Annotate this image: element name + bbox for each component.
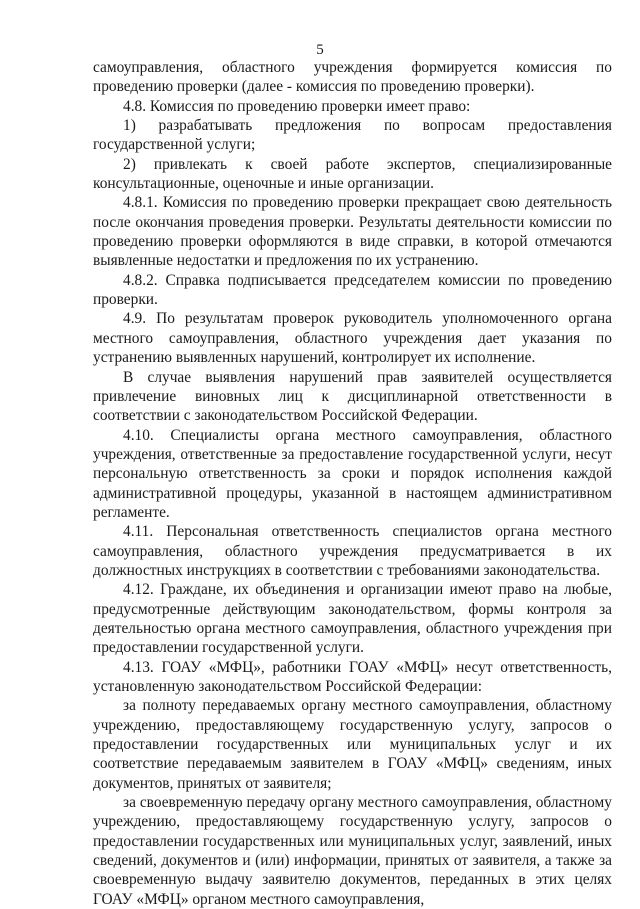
paragraph-4-11: 4.11. Персональная ответственность специалистов органа местного самоуправления, областного учреждения предусматривается в их должностных инструкциях в соответствии с требованиями законодательства.: [93, 523, 612, 579]
paragraph-continuation: самоуправления, областного учреждения формируется комиссия по проведению проверки (далее - комиссия по проведению проверки).: [93, 59, 612, 96]
paragraph-4-10: 4.10. Специалисты органа местного самоуправления, областного учреждения, ответственные за предоставление государственной услуги, несут персональную ответственность за сроки и порядок исполнения каждой административной процедуры, указанной в настоящем административном регламенте.: [93, 426, 612, 521]
paragraph-4-13: 4.13. ГОАУ «МФЦ», работники ГОАУ «МФЦ» несут ответственность, установленную законодательством Российской Федерации:: [93, 658, 612, 695]
paragraph-4-8-item-1: 1) разрабатывать предложения по вопросам предоставления государственной услуги;: [93, 117, 612, 154]
paragraph-4-12: 4.12. Граждане, их объединения и организации имеют право на любые, предусмотренные действующим законодательством, формы контроля за деятельностью органа местного самоуправления, областного учреждения при предоставлении государственной услуги.: [93, 581, 612, 657]
paragraph-4-8-item-2: 2) привлекать к своей работе экспертов, специализированные консультационные, оценочные и иные организации.: [93, 155, 612, 193]
page-number: 5: [316, 42, 324, 58]
paragraph-4-13-timeliness: за своевременную передачу органу местного самоуправления, областному учреждению, предоставляющему государственную услугу, запросов о предоставлении государственных или муниципальных услуг, заявлений, иных сведений, документов и (или) информации, принятых от заявителя, а также за своевременную выдачу заявителю документов, переданных в этих целях ГОАУ «МФЦ» органом местного самоуправления,: [93, 794, 612, 908]
document-body: [93, 58, 612, 909]
paragraph-4-8-1: 4.8.1. Комиссия по проведению проверки прекращает свою деятельность после окончания проведения проверки. Результаты деятельности комиссии по проведению проверки оформляются в виде справки, в которой отмечаются выявленные недостатки и предложения по их устранению.: [93, 194, 612, 270]
paragraph-4-8: 4.8. Комиссия по проведению проверки имеет право:: [123, 97, 471, 115]
paragraph-violations: В случае выявления нарушений прав заявителей осуществляется привлечение виновных лиц к дисциплинарной ответственности в соответствии с законодательством Российской Федерации.: [93, 368, 612, 425]
paragraph-4-8-2: 4.8.2. Справка подписывается председателем комиссии по проведению проверки.: [93, 271, 612, 309]
paragraph-4-13-completeness: за полноту передаваемых органу местного самоуправления, областному учреждению, предоставляющему государственную услугу, запросов о предоставлении государственных или муниципальных услуг и их соответствие передаваемым заявителем в ГОАУ «МФЦ» сведениям, иных документов, принятых от заявителя;: [93, 697, 612, 792]
paragraph-4-9: 4.9. По результатам проверок руководитель уполномоченного органа местного самоуправления, областного учреждения дает указания по устранению выявленных нарушений, контролирует их исполнение.: [93, 310, 612, 367]
